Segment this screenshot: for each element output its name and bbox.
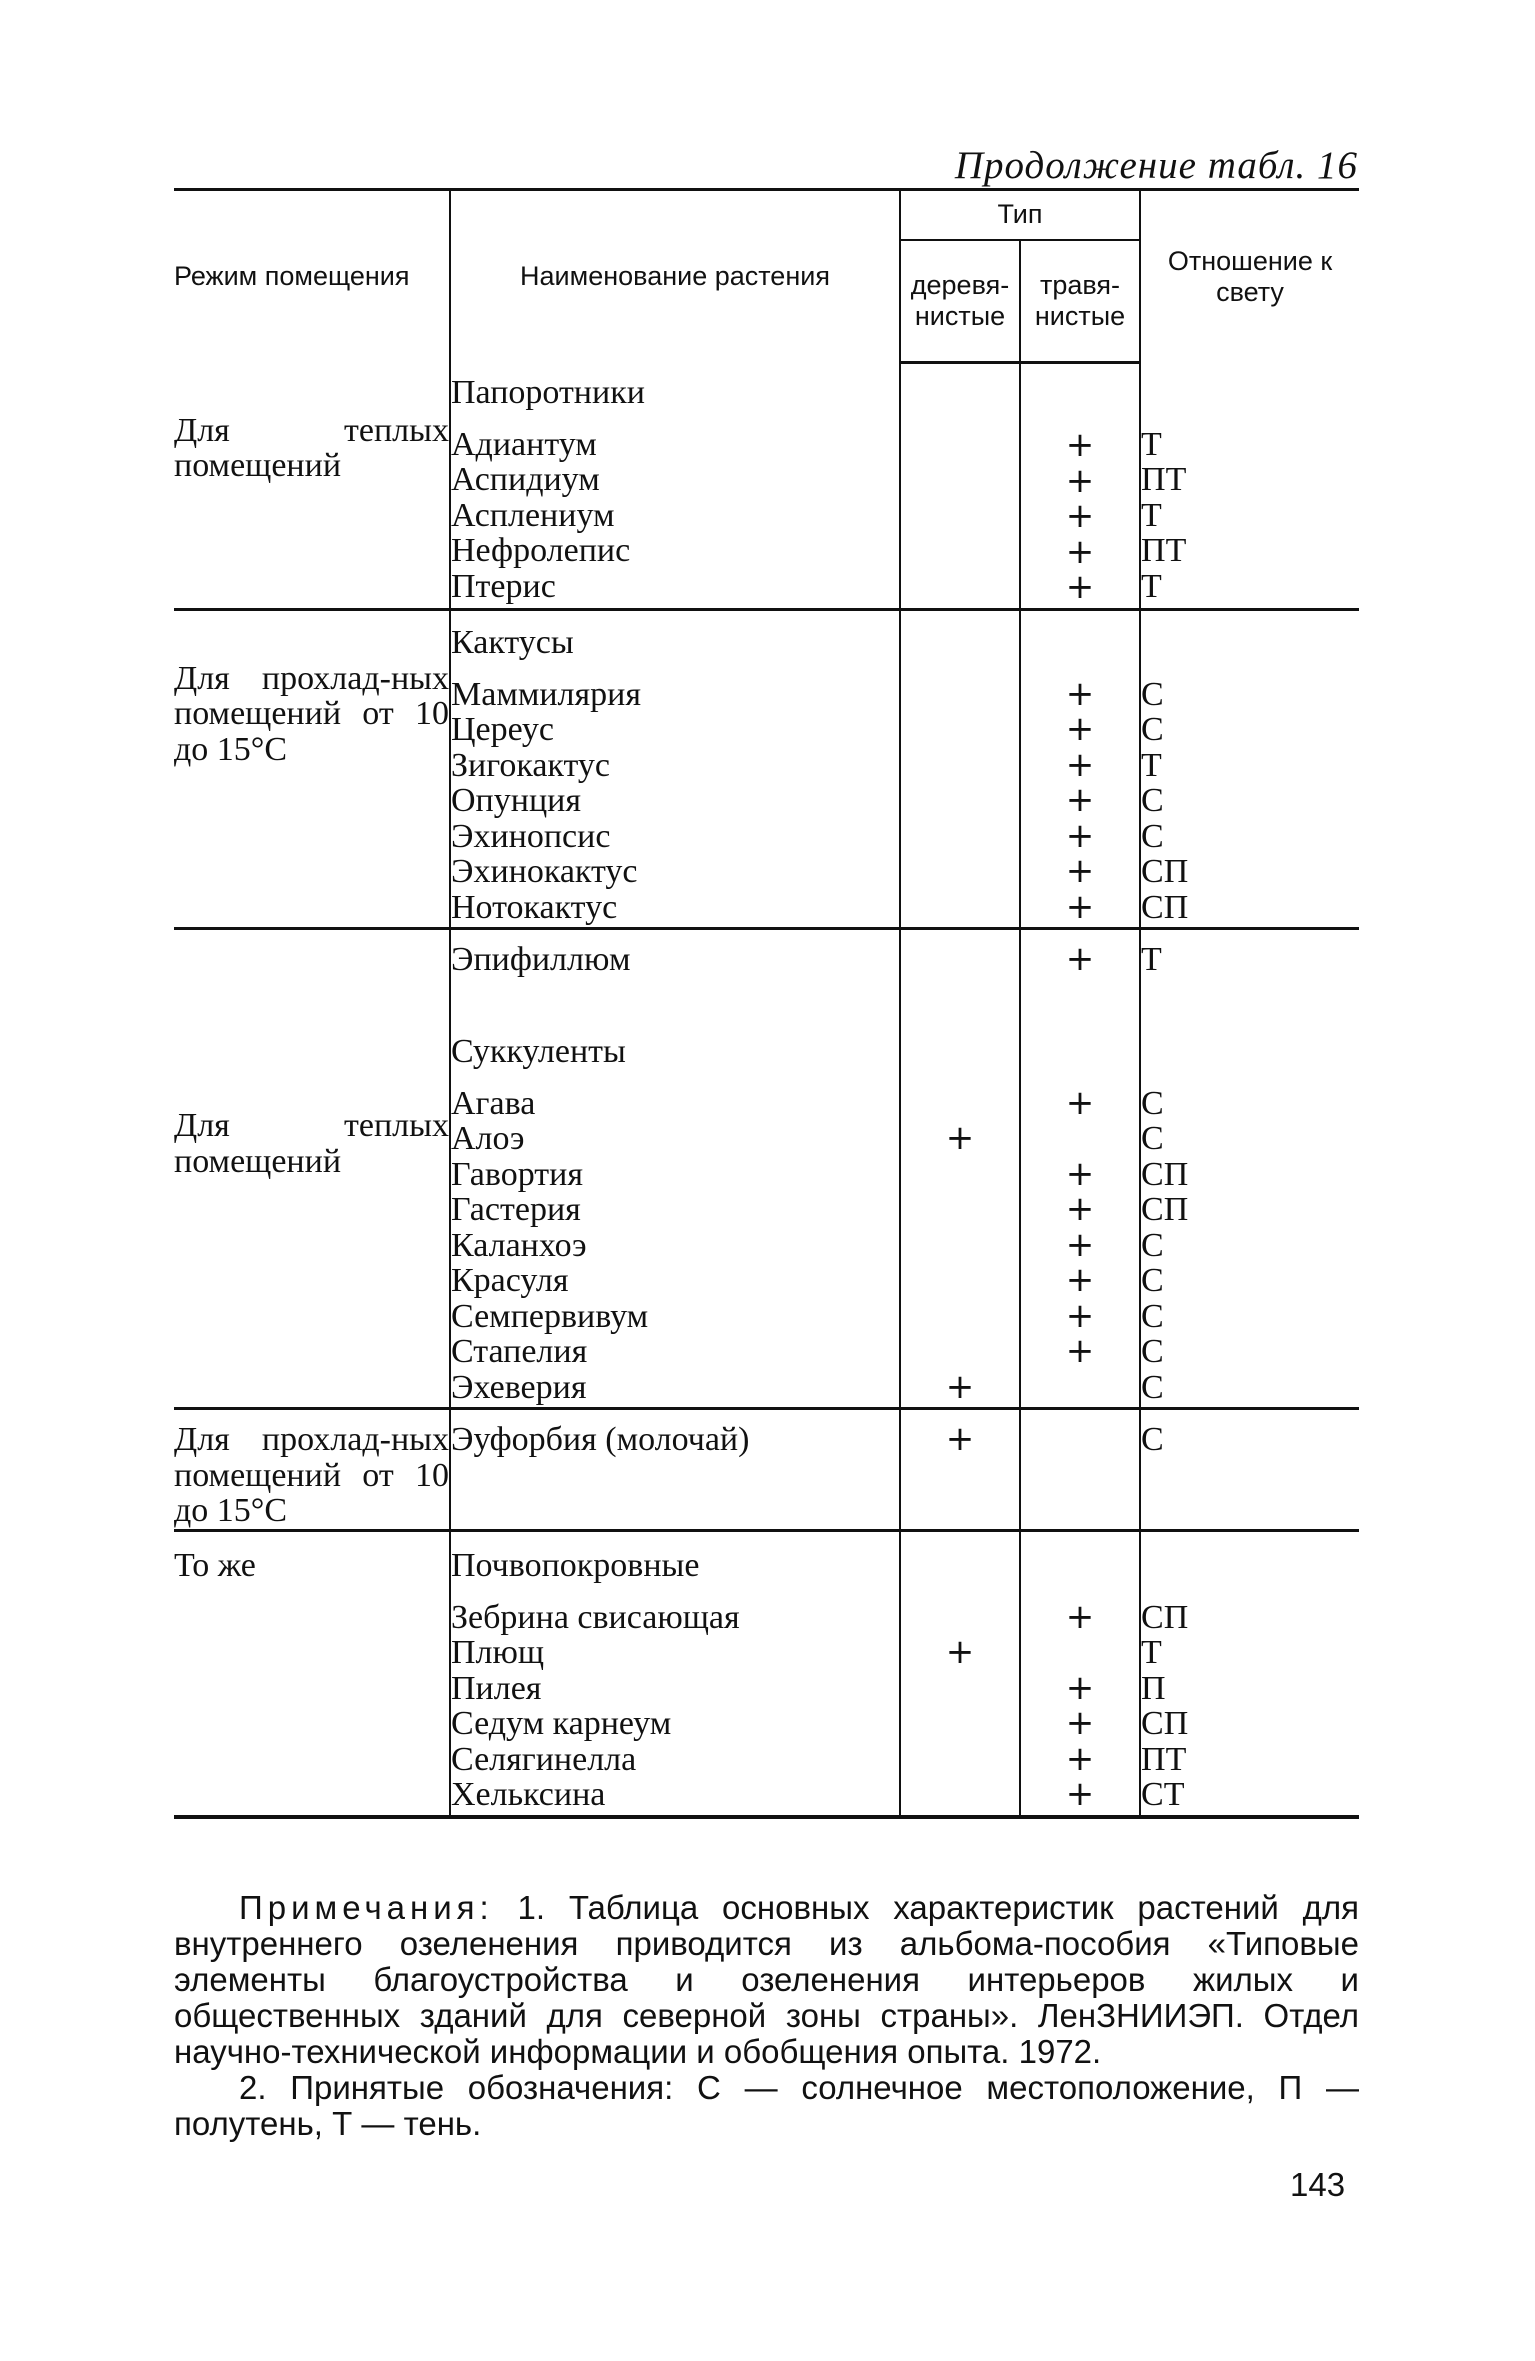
- light-code: СП: [1141, 1191, 1189, 1228]
- header-woody: деревя-нистые: [900, 240, 1020, 363]
- plant-name: Эуфорбия (молочай): [451, 1421, 750, 1458]
- herb-mark: +: [1065, 1667, 1095, 1708]
- group-mode-cell: [174, 363, 450, 610]
- herb-mark: +: [1065, 460, 1095, 501]
- plant-name: Пилея: [451, 1669, 542, 1707]
- light-code: П: [1141, 1669, 1166, 1707]
- woody-mark: [901, 1228, 1019, 1264]
- woody-cell: [900, 1530, 1020, 1817]
- herb-mark: +: [1065, 815, 1095, 856]
- herb-mark: +: [1065, 1596, 1095, 1637]
- room-mode: Для прохлад-ных помещений от 10 до 15°С: [174, 1421, 449, 1529]
- light-cell: [1140, 1530, 1359, 1817]
- header-type: Тип: [900, 190, 1140, 241]
- light-cell: [1140, 609, 1359, 929]
- light-code: СП: [1141, 1705, 1189, 1742]
- plant-name: Маммилярия: [451, 675, 641, 713]
- header-light: Отношение к свету: [1140, 190, 1359, 363]
- light-code: Т: [1141, 567, 1162, 605]
- herb-mark: +: [1065, 1082, 1095, 1123]
- woody-cell: [900, 363, 1020, 610]
- light-code: ПТ: [1141, 532, 1187, 569]
- herb-mark: +: [1065, 851, 1095, 891]
- plant-name: Эхинопсис: [451, 817, 611, 855]
- plant-name: Стапелия: [451, 1333, 588, 1370]
- light-code: С: [1141, 1226, 1164, 1264]
- note-1: [174, 1890, 1359, 2070]
- plant-name: Эхинокактус: [451, 853, 638, 890]
- group-title: Почвопокровные: [451, 1546, 700, 1584]
- woody-mark: [901, 1192, 1019, 1228]
- group-row-0: [174, 363, 1359, 610]
- group-mode-cell: [174, 929, 450, 1409]
- woody-cell: [900, 1409, 1020, 1531]
- plant-name: Адиантум: [451, 425, 597, 463]
- herb-mark: +: [1065, 425, 1095, 465]
- plant-name: Селягинелла: [451, 1740, 637, 1778]
- room-mode: То же: [174, 1546, 256, 1584]
- woody-mark: [901, 570, 1019, 606]
- light-code: СТ: [1141, 1776, 1185, 1813]
- herb-mark: [1021, 1121, 1139, 1157]
- plant-name: Агава: [451, 1084, 536, 1122]
- group-mode-cell: [174, 609, 450, 929]
- light-code: Т: [1141, 941, 1162, 978]
- woody-mark: +: [945, 1366, 975, 1407]
- header-herb: травя-нистые: [1020, 240, 1140, 363]
- woody-mark: [901, 464, 1019, 500]
- woody-mark: [901, 1777, 1019, 1813]
- woody-mark: [901, 1706, 1019, 1742]
- group-row-4: [174, 1530, 1359, 1817]
- light-code: СП: [1141, 888, 1189, 926]
- plant-name: Седум карнеум: [451, 1705, 672, 1742]
- light-code: Т: [1141, 1634, 1162, 1671]
- herb-cell: [1020, 609, 1140, 929]
- herb-cell: [1020, 1530, 1140, 1817]
- herb-mark: [1021, 1635, 1139, 1671]
- herb-mark: +: [1065, 1774, 1095, 1814]
- notes: [174, 1890, 1359, 2142]
- group-row-2: [174, 929, 1359, 1409]
- page-number: 143: [1290, 2166, 1346, 2203]
- woody-cell: [900, 609, 1020, 929]
- woody-mark: [901, 1671, 1019, 1707]
- herb-mark: [1021, 1370, 1139, 1406]
- light-cell: [1140, 929, 1359, 1409]
- herb-cell: [1020, 929, 1140, 1409]
- light-code: ПТ: [1141, 461, 1187, 498]
- herb-mark: +: [1065, 780, 1095, 820]
- woody-mark: [901, 748, 1019, 784]
- plant-name: Хельксина: [451, 1776, 606, 1813]
- herb-mark: +: [1065, 709, 1095, 749]
- woody-mark: [901, 890, 1019, 926]
- light-code: СП: [1141, 1155, 1189, 1193]
- herb-mark: +: [1065, 744, 1095, 785]
- woody-mark: [901, 1334, 1019, 1370]
- room-mode: Для прохлад-ных помещений от 10 до 15°С: [174, 659, 449, 768]
- woody-mark: [901, 677, 1019, 713]
- woody-mark: [901, 428, 1019, 464]
- plant-name: Плющ: [451, 1634, 545, 1671]
- woody-mark: [901, 1299, 1019, 1335]
- plant-name: Эхеверия: [451, 1368, 587, 1406]
- plant-name: Птерис: [451, 567, 556, 605]
- plant-names-cell: [450, 1530, 900, 1817]
- woody-mark: [901, 1157, 1019, 1193]
- notes-label: Примечания:: [239, 1889, 494, 1926]
- herb-mark: +: [1065, 673, 1095, 714]
- light-code: С: [1141, 675, 1164, 713]
- light-code: Т: [1141, 425, 1162, 463]
- herb-mark: +: [1065, 496, 1095, 536]
- light-code: СП: [1141, 1598, 1189, 1636]
- light-code: С: [1141, 711, 1164, 748]
- plant-name: Семпервивум: [451, 1297, 649, 1335]
- light-code: С: [1141, 1297, 1164, 1335]
- plant-name: Цереус: [451, 711, 554, 748]
- plant-name: Зигокактус: [451, 746, 610, 784]
- woody-mark: [901, 819, 1019, 855]
- herb-mark: +: [1065, 1738, 1095, 1779]
- light-code: С: [1141, 1084, 1164, 1122]
- plant-name: Гавортия: [451, 1155, 583, 1193]
- group-title: Папоротники: [451, 373, 645, 411]
- woody-mark: [901, 783, 1019, 819]
- woody-mark: [901, 1086, 1019, 1122]
- group-mode-cell: [174, 1530, 450, 1817]
- woody-mark: [901, 1600, 1019, 1636]
- light-code: С: [1141, 1421, 1164, 1458]
- light-code: С: [1141, 1262, 1164, 1299]
- plant-name: Аспидиум: [451, 461, 600, 498]
- plant-names-cell: [450, 363, 900, 610]
- plant-names-cell: [450, 1409, 900, 1531]
- woody-mark: [901, 942, 1019, 978]
- plant-name: Каланхоэ: [451, 1226, 587, 1264]
- herb-mark: +: [1065, 939, 1095, 979]
- woody-mark: +: [945, 1118, 975, 1158]
- group-title: Суккуленты: [451, 1032, 626, 1070]
- herb-mark: +: [1065, 1331, 1095, 1371]
- woody-mark: [901, 712, 1019, 748]
- light-cell: [1140, 363, 1359, 610]
- note-1-text: 1. Таблица основных характеристик растений для внутреннего озеленения приводится из альбома-пособия «Типовые элементы благоустройства и озеленения интерьеров жилых и общественных зданий для северной зоны страны». ЛенЗНИИЭП. Отдел научно-технической информации и обобщения опыта. 1972.: [174, 1889, 1359, 2070]
- group-mode-cell: [174, 1409, 450, 1531]
- plant-name: Зебрина свисающая: [451, 1598, 740, 1636]
- light-code: С: [1141, 1368, 1164, 1406]
- plants-table: [174, 188, 1359, 1819]
- light-cell: [1140, 1409, 1359, 1531]
- plant-name: Гастерия: [451, 1191, 581, 1228]
- table-caption: Продолжение табл. 16: [954, 144, 1358, 187]
- herb-mark: +: [1065, 531, 1095, 572]
- light-code: Т: [1141, 746, 1162, 784]
- light-code: С: [1141, 817, 1164, 855]
- light-code: ПТ: [1141, 1740, 1187, 1778]
- herb-mark: +: [1065, 567, 1095, 607]
- group-row-3: [174, 1409, 1359, 1531]
- plant-name: Алоэ: [451, 1120, 525, 1157]
- herb-cell: [1020, 363, 1140, 610]
- header-mode: Режим помещения: [174, 190, 450, 363]
- plant-name: Эпифиллюм: [451, 941, 631, 978]
- group-row-1: [174, 609, 1359, 929]
- herb-cell: [1020, 1409, 1140, 1531]
- plant-names-cell: [450, 929, 900, 1409]
- herb-mark: +: [1065, 1153, 1095, 1194]
- room-mode: Для теплых помещений: [174, 411, 449, 484]
- herb-mark: +: [1065, 1295, 1095, 1336]
- herb-mark: +: [1065, 886, 1095, 927]
- light-code: С: [1141, 1120, 1164, 1157]
- herb-mark: +: [1065, 1703, 1095, 1743]
- header-name: Наименование растения: [450, 190, 900, 363]
- light-code: Т: [1141, 496, 1162, 534]
- woody-cell: [900, 929, 1020, 1409]
- woody-mark: [901, 854, 1019, 890]
- plant-name: Нефролепис: [451, 532, 631, 569]
- plant-name: Нотокактус: [451, 888, 618, 926]
- herb-mark: +: [1065, 1260, 1095, 1300]
- herb-mark: +: [1065, 1189, 1095, 1229]
- group-title: Кактусы: [451, 623, 574, 661]
- woody-mark: [901, 499, 1019, 535]
- woody-mark: +: [945, 1419, 975, 1459]
- woody-mark: [901, 1263, 1019, 1299]
- light-code: С: [1141, 782, 1164, 819]
- plant-name: Асплениум: [451, 496, 615, 534]
- table-body: [174, 363, 1359, 1817]
- light-code: СП: [1141, 853, 1189, 890]
- note-2: 2. Принятые обозначения: С — солнечное местоположение, П — полутень, Т — тень.: [174, 2069, 1359, 2142]
- plant-name: Опунция: [451, 782, 581, 819]
- room-mode: Для теплых помещений: [174, 1107, 449, 1180]
- herb-mark: +: [1065, 1224, 1095, 1265]
- light-code: С: [1141, 1333, 1164, 1370]
- woody-mark: +: [945, 1632, 975, 1672]
- herb-mark: [1021, 1422, 1139, 1458]
- woody-mark: [901, 1742, 1019, 1778]
- plant-names-cell: [450, 609, 900, 929]
- woody-mark: [901, 535, 1019, 571]
- plant-name: Красуля: [451, 1262, 569, 1299]
